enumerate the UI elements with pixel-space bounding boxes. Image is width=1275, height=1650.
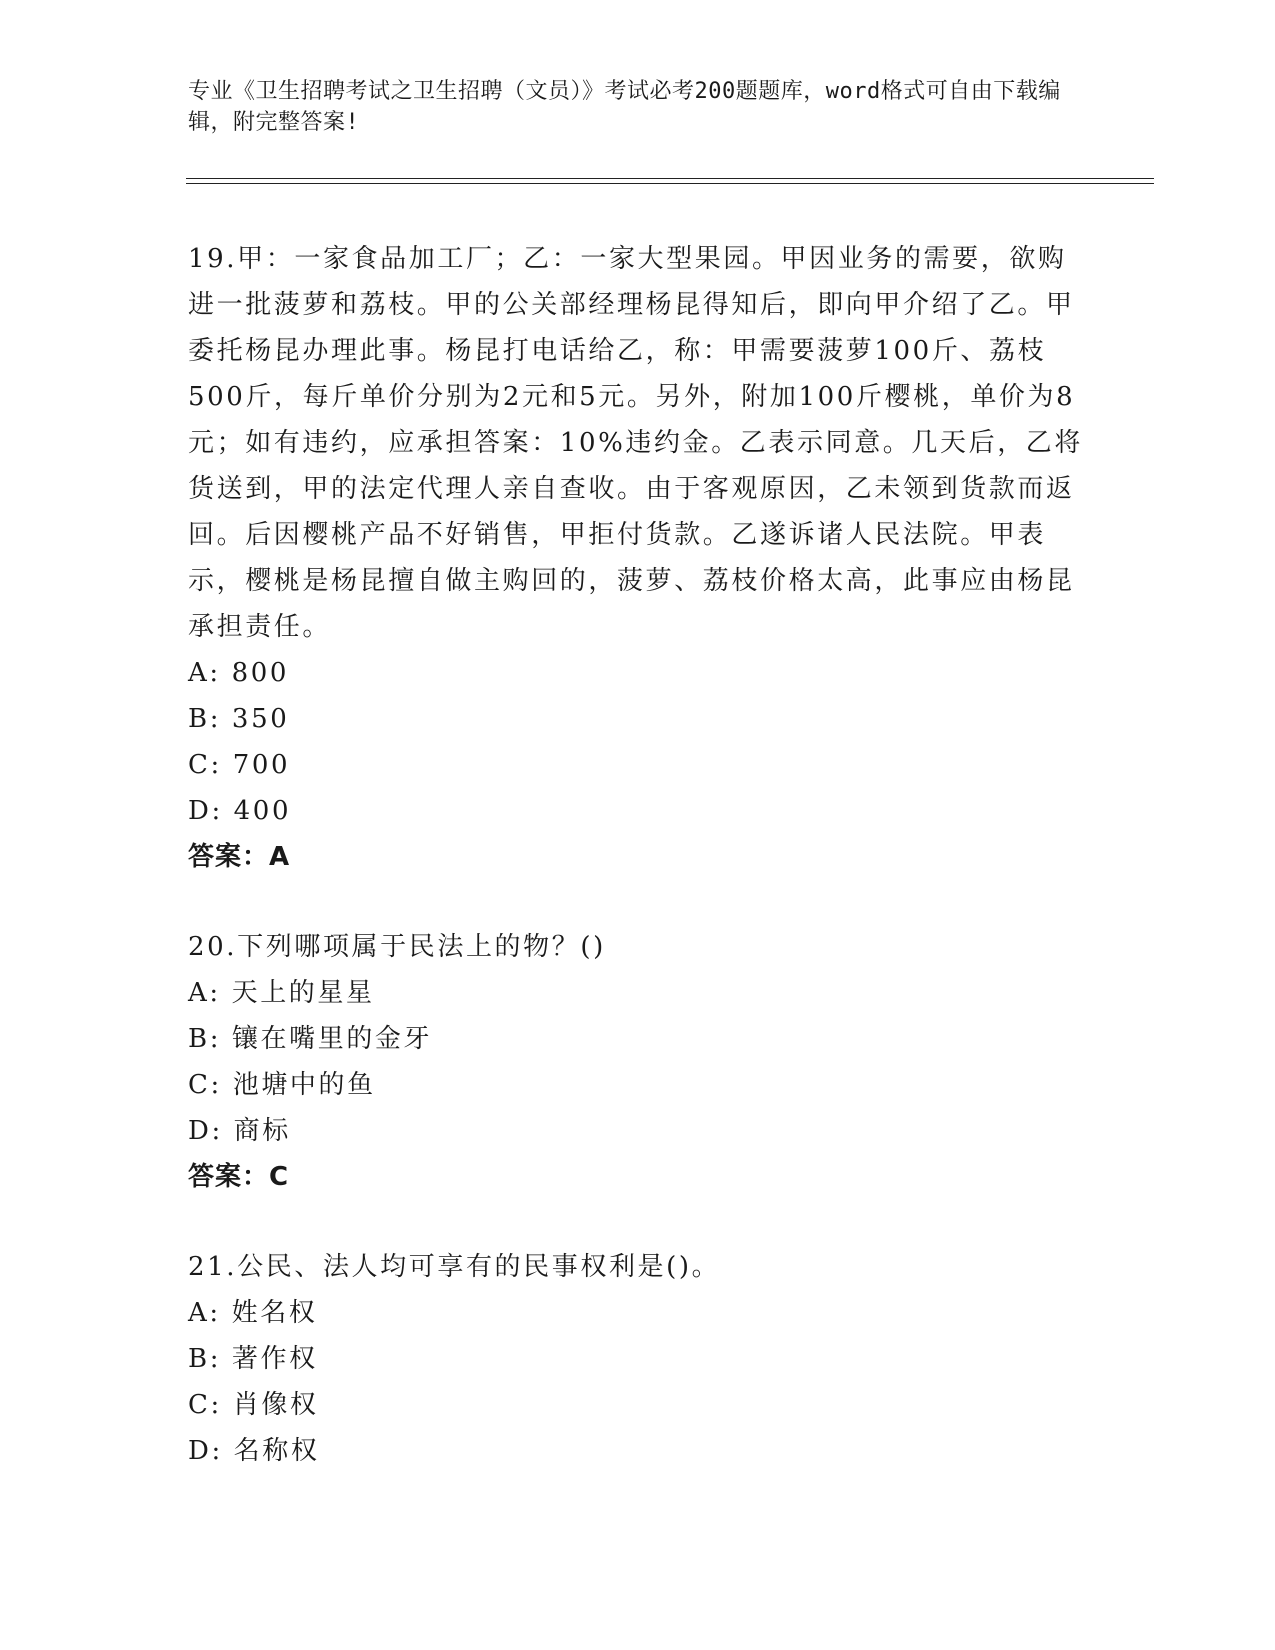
header-rule-bottom: [186, 183, 1154, 184]
option-d: D: 名称权: [188, 1436, 320, 1466]
option-b: B: 350: [188, 704, 290, 734]
option-c: C: 700: [188, 750, 291, 780]
option-b: B: 镶在嘴里的金牙: [188, 1024, 433, 1054]
option-d: D: 400: [188, 796, 292, 826]
option-d: D: 商标: [188, 1116, 291, 1146]
question-stem: 21.公民、法人均可享有的民事权利是()。: [188, 1252, 721, 1282]
question-gap: [188, 880, 1088, 924]
question-gap: [188, 1200, 1088, 1244]
option-a: A: 天上的星星: [188, 978, 375, 1008]
document-header: 专业《卫生招聘考试之卫生招聘（文员）》考试必考200题题库，word格式可自由下载编辑，附完整答案!: [188, 79, 1061, 135]
option-c: C: 池塘中的鱼: [188, 1070, 376, 1100]
answer-label: 答案：A: [188, 842, 291, 872]
option-b: B: 著作权: [188, 1344, 318, 1374]
option-c: C: 肖像权: [188, 1390, 319, 1420]
option-a: A: 姓名权: [188, 1298, 318, 1328]
question-stem: 20.下列哪项属于民法上的物？(): [188, 932, 606, 962]
option-a: A: 800: [188, 658, 290, 688]
question-stem: 19.甲：一家食品加工厂；乙：一家大型果园。甲因业务的需要，欲购进一批菠萝和荔枝。甲的公关部经理杨昆得知后，即向甲介绍了乙。甲委托杨昆办理此事。杨昆打电话给乙，称：甲需要菠萝100斤、荔枝500斤，每斤单价分别为2元和5元。另外，附加100斤樱桃，单价为8元；如有违约，应承担答案：10%违约金。乙表示同意。几天后，乙将货送到，甲的法定代理人亲自查收。由于客观原因，乙未领到货款而返回。后因樱桃产品不好销售，甲拒付货款。乙遂诉诸人民法院。甲表示，樱桃是杨昆擅自做主购回的，菠萝、荔枝价格太高，此事应由杨昆承担责任。: [188, 244, 1083, 642]
question-21: [188, 1244, 1088, 1474]
question-list: [188, 236, 1088, 1474]
header-rule-top: [186, 178, 1154, 179]
question-19: [188, 236, 1088, 880]
question-20: [188, 924, 1088, 1200]
answer-label: 答案：C: [188, 1162, 290, 1192]
